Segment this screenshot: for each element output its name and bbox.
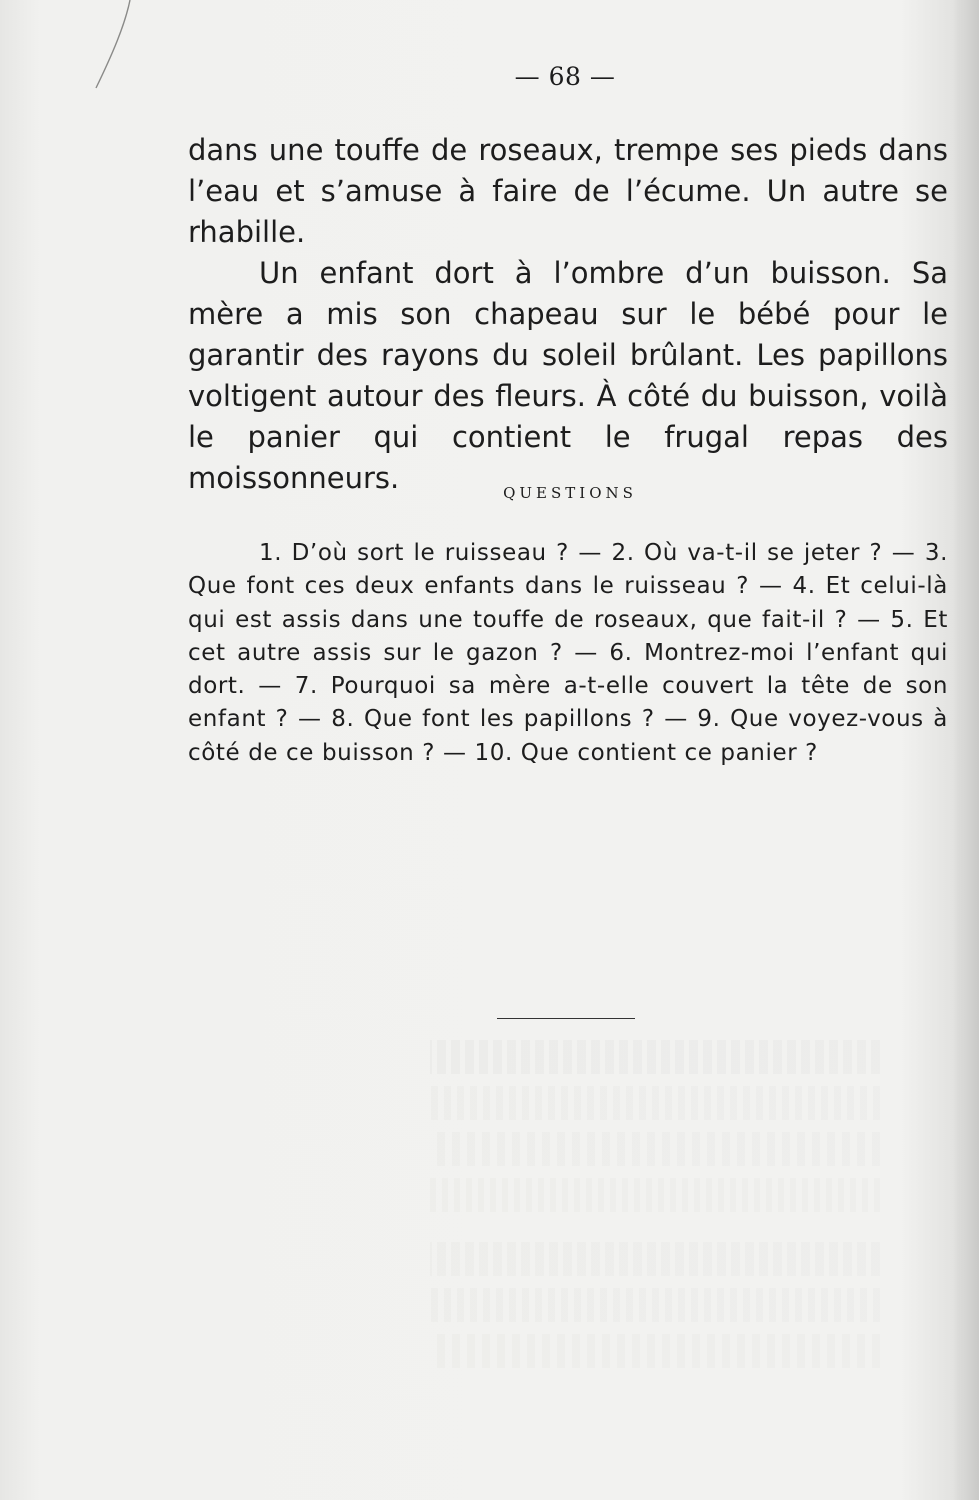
questions-text: 1. D’où sort le ruisseau ? — 2. Où va-t-il se jeter ? — 3. Que font ces deux enfants dans le ruisseau ? — 4. Et celui-là qui est assis dans une touffe de roseaux, que fait-il ? — 5. Et cet autre assis sur le gazon ? — 6. Montrez-moi l’enfant qui dort. — 7. Pourquoi sa mère a-t-elle couvert la tête de son enfant ? — 8. Que font les papillons ? — 9. Que voyez-vous à côté de ce buisson ? — 10. Que contient ce panier ? xyxy=(188,540,948,766)
page-number: — 68 — xyxy=(514,62,616,91)
questions-heading: QUESTIONS xyxy=(503,484,637,502)
body-text xyxy=(188,130,948,499)
paragraph: Un enfant dort à l’ombre d’un buisson. Sa mère a mis son chapeau sur le bébé pour le garantir des rayons du soleil brûlant. Les papillons voltigent autour des fleurs. À côté du buisson, voilà le panier qui contient le frugal repas des moissonneurs. xyxy=(188,256,948,495)
bleed-through xyxy=(430,1040,880,1400)
section-rule xyxy=(497,1018,635,1019)
questions-block xyxy=(188,537,948,770)
page-edge-shadow xyxy=(953,0,979,1500)
paragraph-continuation: dans une touffe de roseaux, trempe ses pieds dans l’eau et s’amuse à faire de l’écume. Un autre se rhabille. xyxy=(188,133,948,249)
